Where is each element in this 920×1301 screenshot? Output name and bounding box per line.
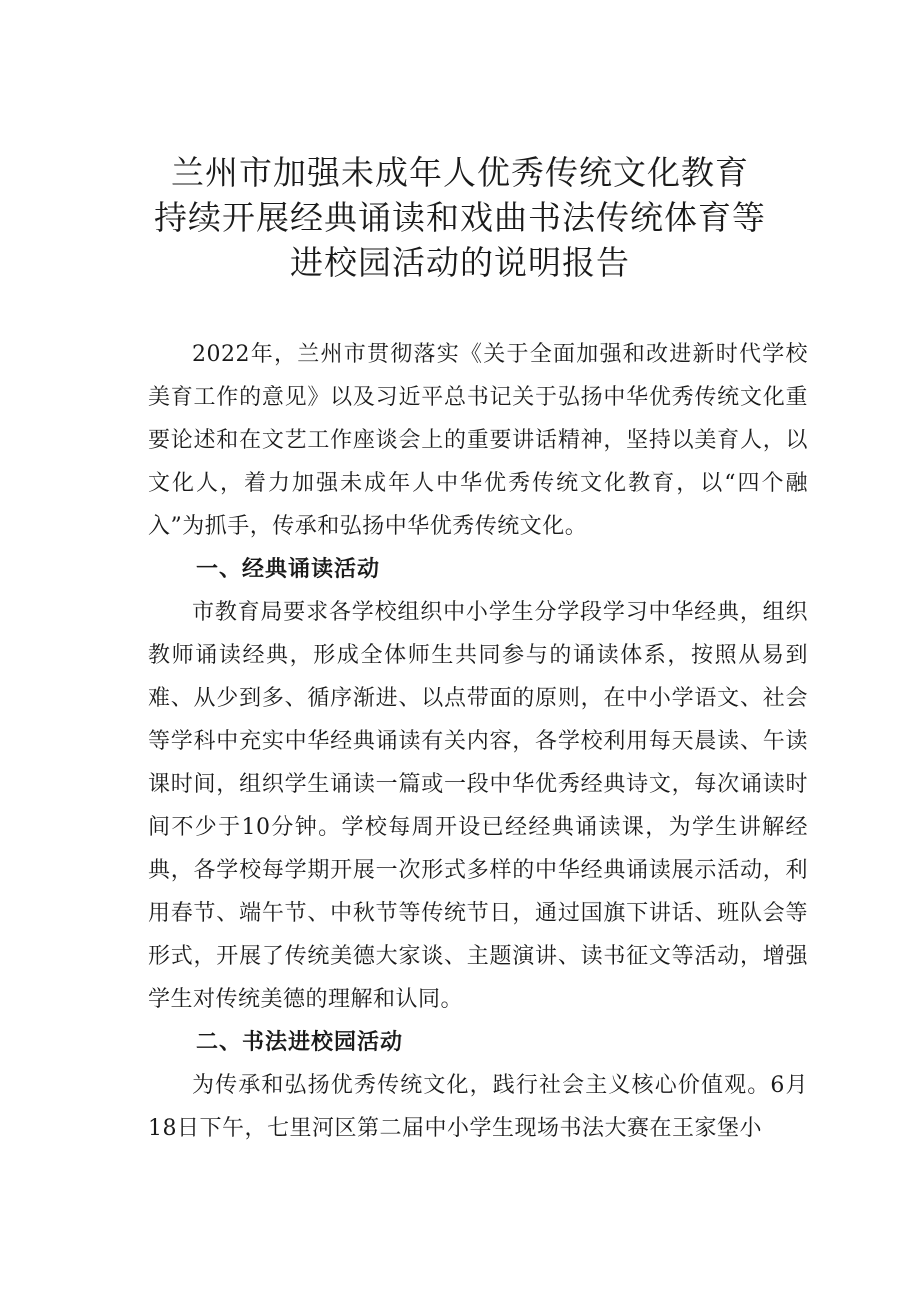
title-line-1: 兰州市加强未成年人优秀传统文化教育 <box>171 153 749 192</box>
section-heading-1: 一、经典诵读活动 <box>196 557 381 582</box>
section-paragraph-2: 为传承和弘扬优秀传统文化，践行社会主义核心价值观。6月18日下午，七里河区第二届中小学生现场书法大赛在王家堡小 <box>148 1073 808 1141</box>
section-paragraph-1: 市教育局要求各学校组织中小学生分学段学习中华经典，组织教师诵读经典，形成全体师生共同参与的诵读体系，按照从易到难、从少到多、循序渐进、以点带面的原则，在中小学语文、社会等学科中充实中华经典诵读有关内容，各学校利用每天晨读、午读课时间，组织学生诵读一篇或一段中华优秀经典诗文，每次诵读时间不少于10分钟。学校每周开设已经经典诵读课，为学生讲解经典，各学校每学期开展一次形式多样的中华经典诵读展示活动，利用春节、端午节、中秋节等传统节日，通过国旗下讲话、班队会等形式，开展了传统美德大家谈、主题演讲、读书征文等活动，增强学生对传统美德的理解和认同。 <box>148 600 808 1012</box>
title-line-3: 进校园活动的说明报告 <box>290 243 630 282</box>
intro-paragraph: 2022年，兰州市贯彻落实《关于全面加强和改进新时代学校美育工作的意见》以及习近平总书记关于弘扬中华优秀传统文化重要论述和在文艺工作座谈会上的重要讲话精神，坚持以美育人，以文化人，着力加强未成年人中华优秀传统文化教育，以“四个融入”为抓手，传承和弘扬中华优秀传统文化。 <box>148 342 808 539</box>
title-line-2: 持续开展经典诵读和戏曲书法传统体育等 <box>154 198 766 237</box>
document-title <box>120 150 800 285</box>
document-body <box>148 333 808 1150</box>
section-heading-2: 二、书法进校园活动 <box>196 1030 404 1055</box>
